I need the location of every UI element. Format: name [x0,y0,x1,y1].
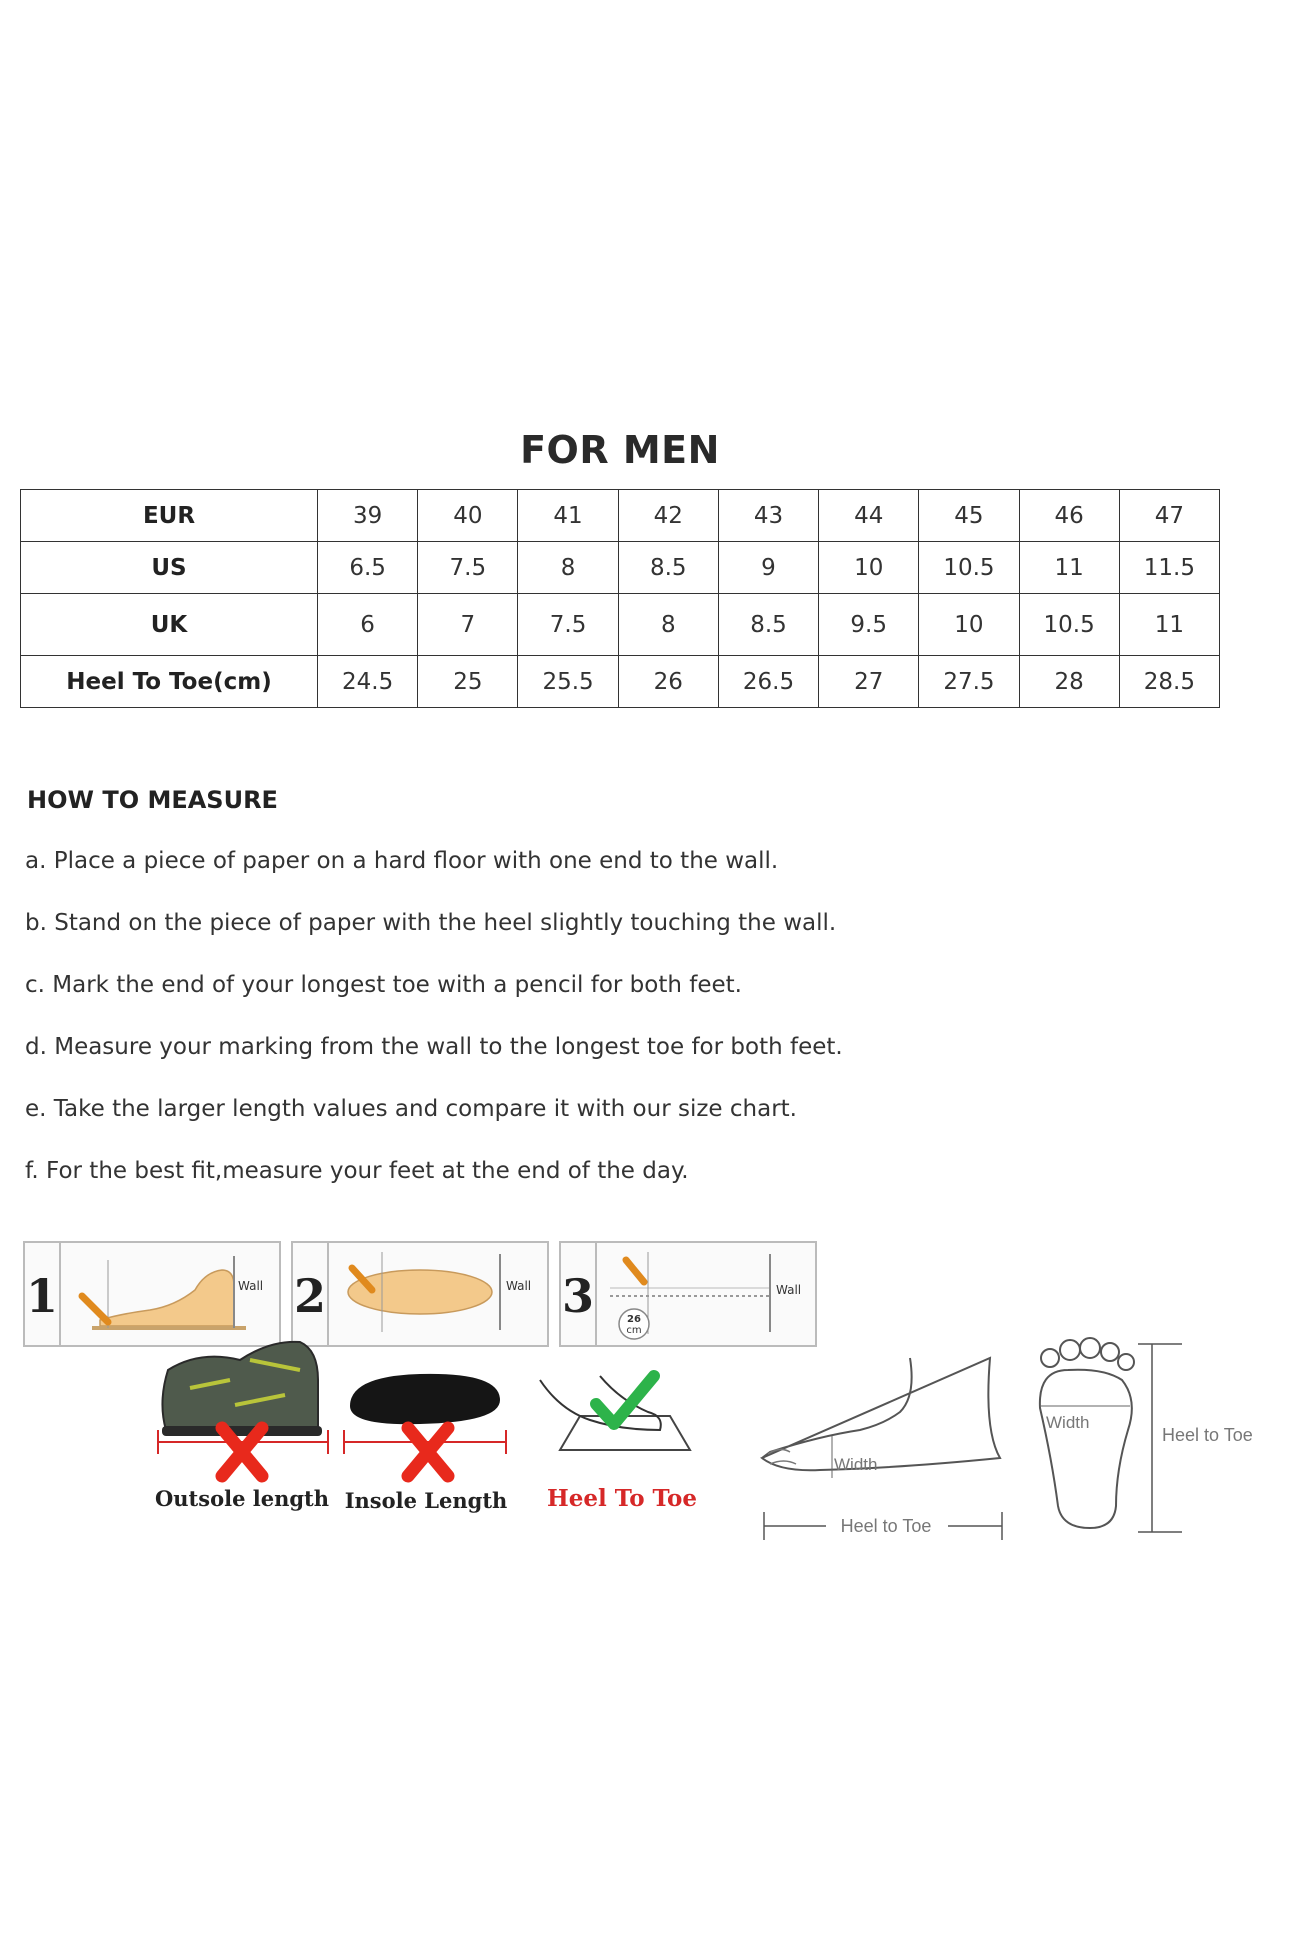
table-cell: 43 [718,490,818,542]
table-cell: 10 [819,542,919,594]
measure-step: e. Take the larger length values and compare it with our size chart. [25,1096,797,1122]
table-cell: 6 [318,594,418,656]
insole-icon [350,1374,500,1424]
sole-foot-diagram [1040,1338,1253,1532]
row-label: UK [21,594,318,656]
table-cell: 9.5 [819,594,919,656]
step-number-2: 2 [293,1269,327,1323]
how-to-measure-heading: HOW TO MEASURE [27,786,278,814]
table-cell: 26 [618,656,718,708]
insole-caption: Insole Length [344,1488,508,1513]
table-cell: 6.5 [318,542,418,594]
wall-label: Wall [238,1279,264,1293]
measure-step: a. Place a piece of paper on a hard floor with one end to the wall. [25,848,779,874]
step-panel-3 [560,1242,816,1346]
badge-unit: cm [626,1325,642,1336]
badge-value: 26 [627,1314,641,1325]
wall-label: Wall [776,1283,802,1297]
table-cell: 7.5 [418,542,518,594]
outsole-illustration [155,1342,329,1511]
measure-step: c. Mark the end of your longest toe with a pencil for both feet. [25,972,742,998]
step-number-1: 1 [25,1269,59,1323]
table-cell: 25 [418,656,518,708]
row-label: EUR [21,490,318,542]
measure-step: b. Stand on the piece of paper with the heel slightly touching the wall. [25,910,837,936]
table-cell: 7 [418,594,518,656]
foot-sole-icon [1040,1370,1132,1528]
table-cell: 10.5 [919,542,1019,594]
heel-to-toe-caption: Heel To Toe [546,1485,698,1512]
table-cell: 8.5 [718,594,818,656]
step-panel-2 [292,1242,548,1346]
table-cell: 28 [1019,656,1119,708]
table-cell: 25.5 [518,656,618,708]
foot-side-icon [762,1358,1000,1470]
size-chart-table [20,489,1220,708]
measurement-diagram [0,1230,1290,1560]
table-cell: 42 [618,490,718,542]
step-panel-1 [24,1242,280,1346]
table-cell: 41 [518,490,618,542]
table-cell: 24.5 [318,656,418,708]
table-cell: 11 [1119,594,1219,656]
measure-step: f. For the best fit,measure your feet at the end of the day. [25,1158,689,1184]
table-cell: 8.5 [618,542,718,594]
table-cell: 11 [1019,542,1119,594]
measure-step: d. Measure your marking from the wall to the longest toe for both feet. [25,1034,843,1060]
shoe-icon [162,1342,318,1430]
table-cell: 27.5 [919,656,1019,708]
side-foot-diagram [762,1358,1002,1540]
table-cell: 40 [418,490,518,542]
table-cell: 27 [819,656,919,708]
row-label: US [21,542,318,594]
table-cell: 45 [919,490,1019,542]
table-cell: 44 [819,490,919,542]
table-cell: 10 [919,594,1019,656]
side-length-label: Heel to Toe [840,1516,932,1536]
table-cell: 39 [318,490,418,542]
table-row [21,542,1220,594]
side-width-label: Width [834,1455,878,1474]
table-row [21,490,1220,542]
table-cell: 26.5 [718,656,818,708]
cross-icon [408,1428,448,1476]
wall-label: Wall [506,1279,532,1293]
table-row [21,656,1220,708]
table-cell: 46 [1019,490,1119,542]
table-cell: 28.5 [1119,656,1219,708]
step-number-3: 3 [561,1269,595,1323]
table-cell: 9 [718,542,818,594]
table-cell: 10.5 [1019,594,1119,656]
insole-illustration [344,1374,507,1513]
outsole-caption: Outsole length [155,1486,329,1511]
table-cell: 11.5 [1119,542,1219,594]
row-label: Heel To Toe(cm) [21,656,318,708]
table-cell: 8 [518,542,618,594]
table-cell: 7.5 [518,594,618,656]
table-row [21,594,1220,656]
heel-to-toe-illustration [540,1376,697,1512]
sole-length-label: Heel to Toe [1162,1425,1253,1445]
sole-width-label: Width [1046,1413,1090,1432]
table-cell: 47 [1119,490,1219,542]
table-cell: 8 [618,594,718,656]
page-title: FOR MEN [520,428,720,472]
